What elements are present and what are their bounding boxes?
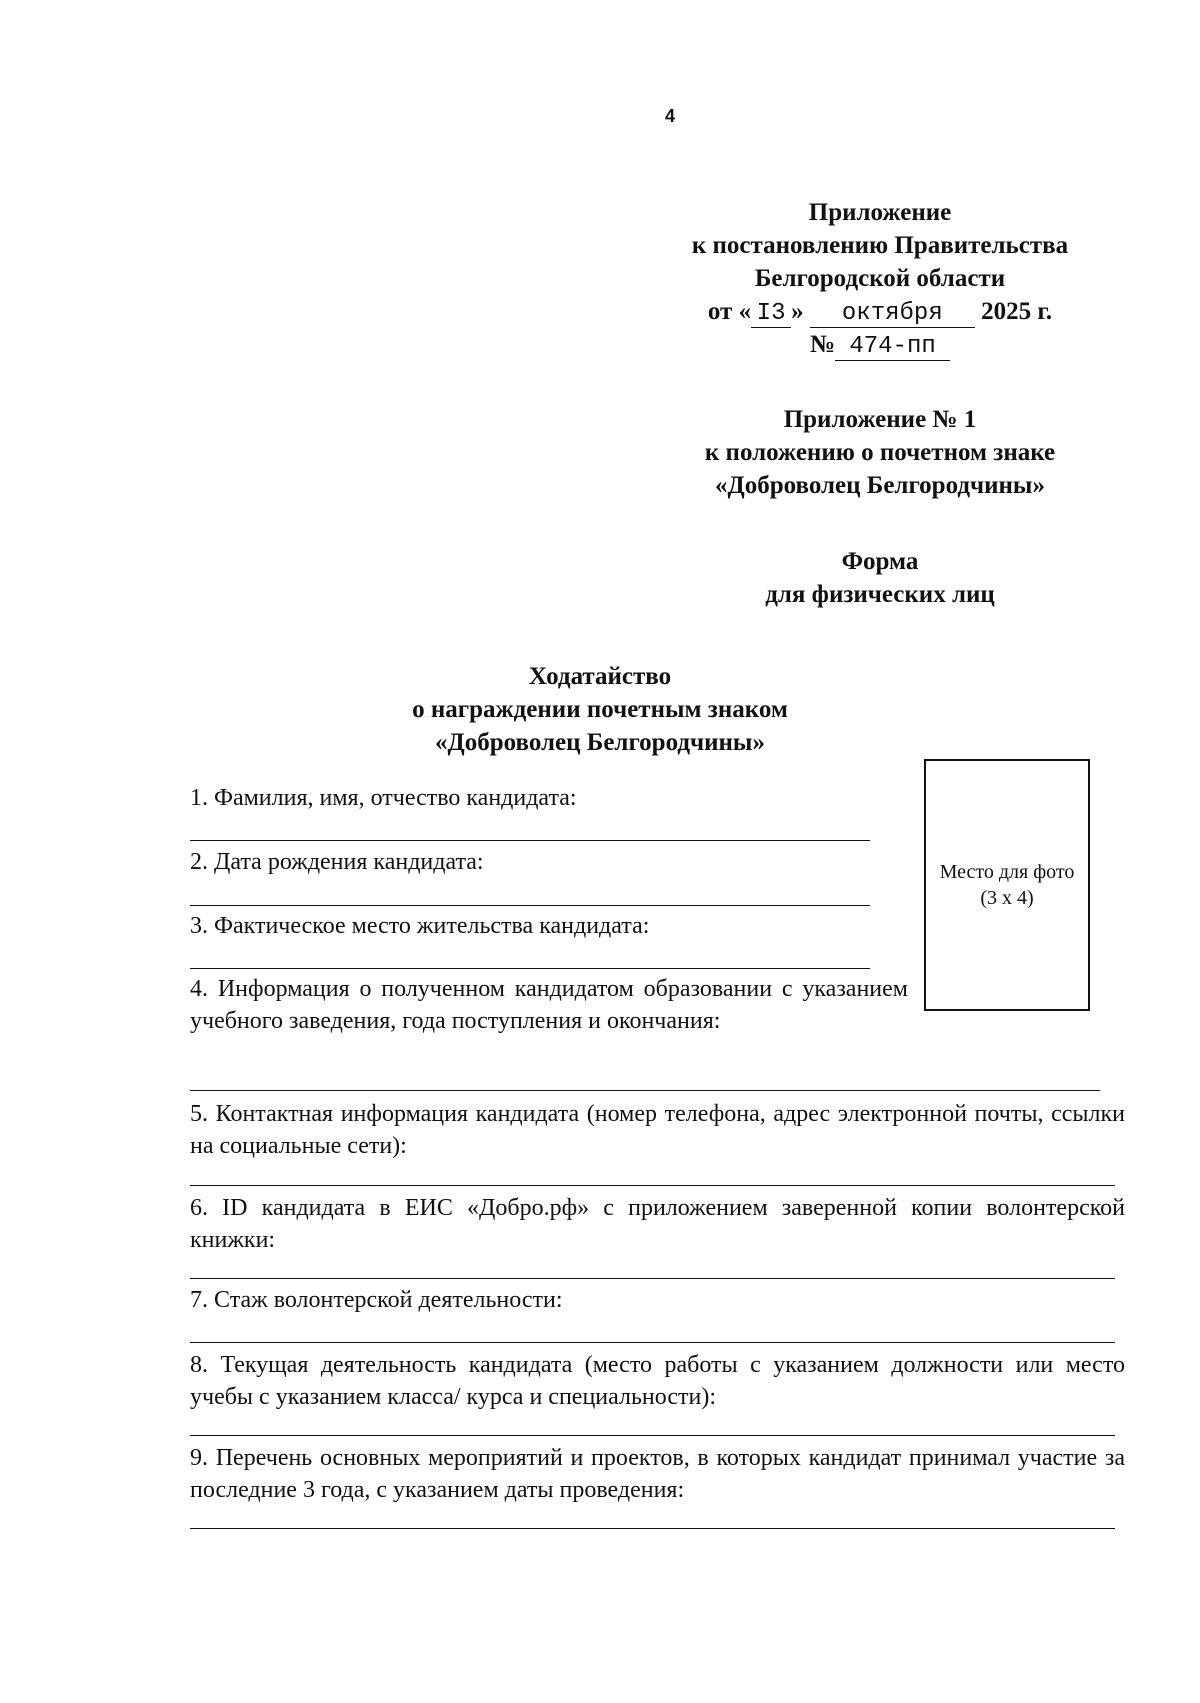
field-label-birth-date: 2. Дата рождения кандидата: [190, 849, 484, 875]
appendix-number-line [660, 328, 1100, 361]
date-year: 2025 г. [981, 298, 1053, 325]
field-label-fio: 1. Фамилия, имя, отчество кандидата: [190, 785, 577, 811]
form-subtitle: для физических лиц [765, 581, 995, 608]
field-line-contacts[interactable] [190, 1185, 1115, 1186]
field-line-residence[interactable] [190, 968, 870, 969]
field-line-current-activity[interactable] [190, 1435, 1115, 1436]
photo-placeholder-box [924, 759, 1090, 1011]
petition-line-3: «Доброволец Белгородчины» [435, 729, 765, 756]
field-line-dobro-id[interactable] [190, 1278, 1115, 1279]
date-day: I3 [751, 300, 791, 328]
page-number: 4 [664, 106, 675, 126]
appendix-date-line [660, 295, 1100, 328]
field-label-volunteer-experience: 7. Стаж волонтерской деятельности: [190, 1287, 563, 1313]
field-label-current-activity: 8. Текущая деятельность кандидата (место работы с указанием должности или место учебы с указанием класса/ курса и специальности): [190, 1352, 1125, 1410]
field-label-events-list: 9. Перечень основных мероприятий и проектов, в которых кандидат принимал участие за последние 3 года, с указанием даты проведения: [190, 1445, 1125, 1503]
number-prefix: № [809, 331, 836, 358]
petition-line-2: о награждении почетным знаком [412, 696, 788, 723]
field-line-volunteer-experience[interactable] [190, 1342, 1115, 1343]
date-prefix: от « [707, 298, 752, 325]
field-label-education: 4. Информация о полученном кандидатом образовании с указанием учебного заведения, года поступления и окончания: [190, 976, 908, 1034]
date-mid: » [791, 298, 804, 325]
photo-size: (3 х 4) [980, 887, 1034, 909]
field-label-residence: 3. Фактическое место жительства кандидата: [190, 913, 650, 939]
appendix-main-header [660, 196, 1100, 361]
field-line-education[interactable] [190, 1090, 1100, 1091]
appendix-1-line-2: к положению о почетном знаке [704, 439, 1056, 466]
field-line-birth-date[interactable] [190, 905, 870, 906]
appendix-1-line-3: «Доброволец Белгородчины» [715, 472, 1045, 499]
petition-title-block [400, 660, 800, 759]
form-label [720, 545, 1040, 611]
date-month: октября [810, 300, 975, 328]
field-label-dobro-id: 6. ID кандидата в ЕИС «Добро.рф» с приложением заверенной копии волонтерской книжки: [190, 1195, 1125, 1253]
field-label-contacts: 5. Контактная информация кандидата (номер телефона, адрес электронной почты, ссылки на социальные сети): [190, 1101, 1125, 1159]
form-title: Форма [841, 548, 919, 575]
number-value: 474-пп [835, 333, 950, 361]
field-line-fio[interactable] [190, 840, 870, 841]
appendix-1-title: Приложение № 1 [783, 406, 977, 433]
appendix-title: Приложение [808, 199, 952, 226]
appendix-line-3: Белгородской области [754, 265, 1006, 292]
petition-title: Ходатайство [528, 663, 672, 690]
appendix-1-header [660, 403, 1100, 502]
appendix-line-2: к постановлению Правительства [691, 232, 1069, 259]
field-line-events-list[interactable] [190, 1528, 1115, 1529]
photo-label: Место для фото [939, 861, 1075, 883]
